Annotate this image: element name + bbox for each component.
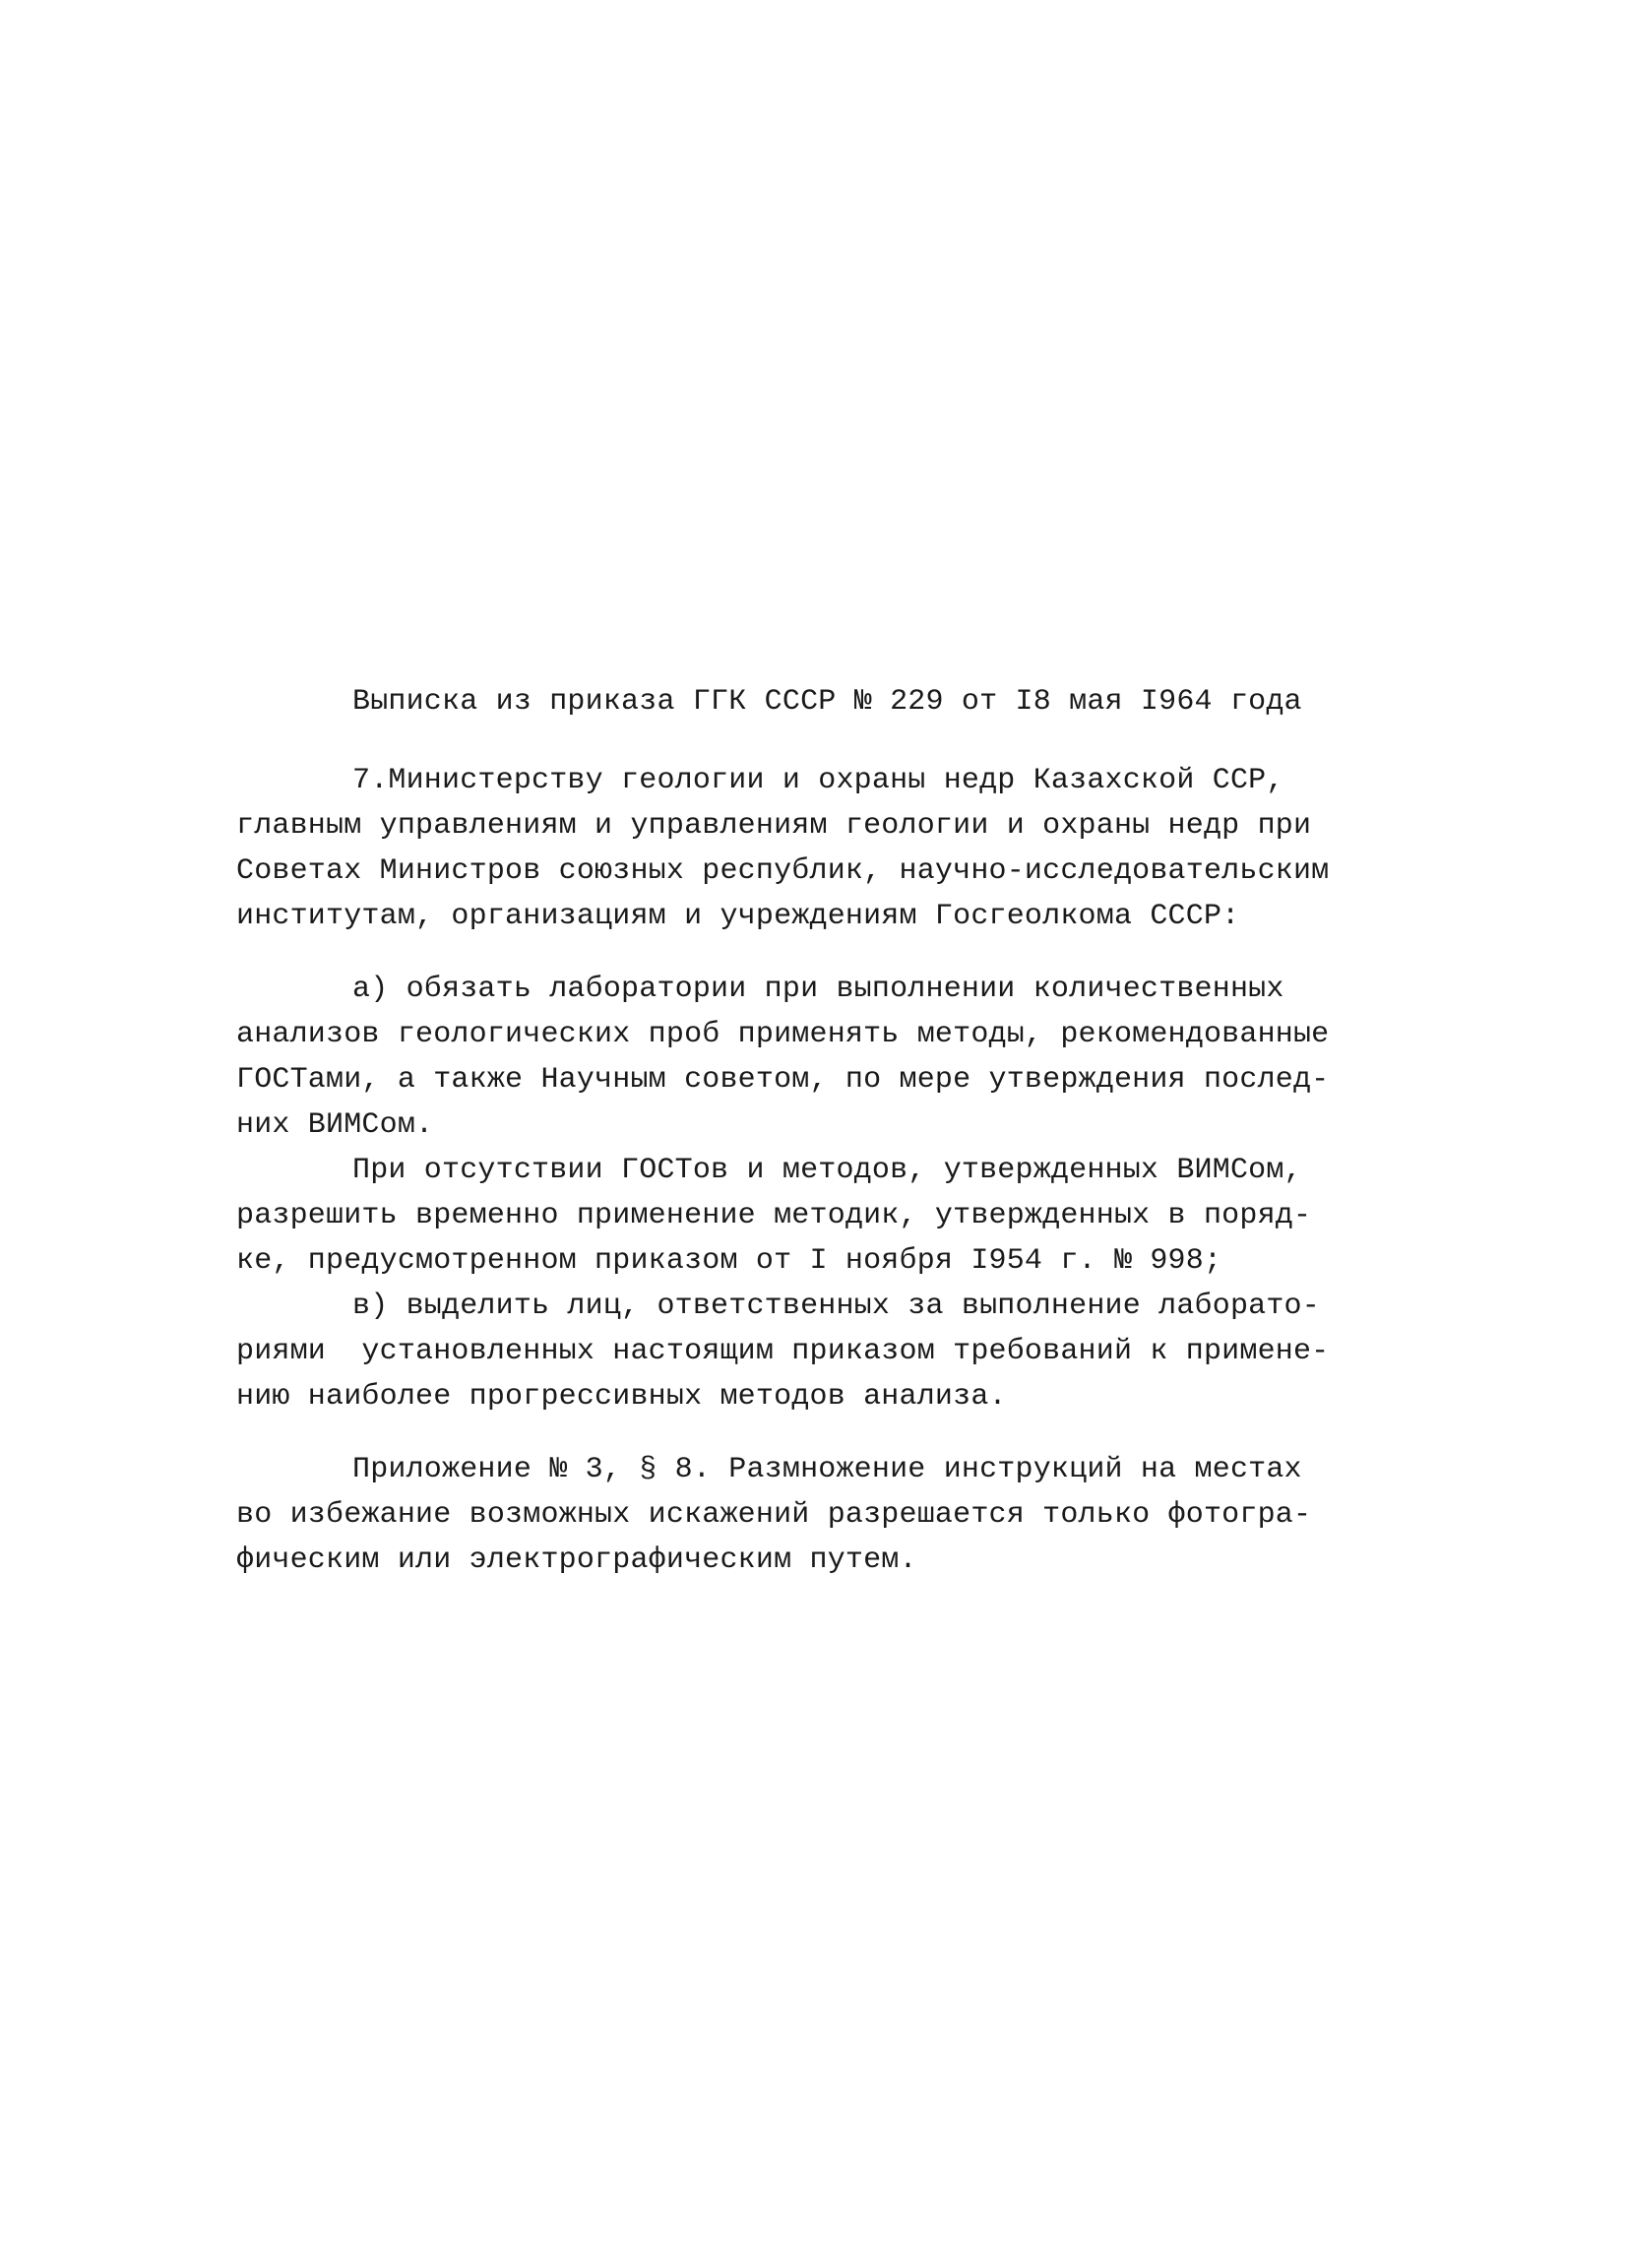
paragraph-appendix — [236, 1447, 1417, 1583]
paragraph-item-a — [236, 967, 1417, 1148]
paragraph-line: 7.Министерству геологии и охраны недр Казахской ССР, — [352, 764, 1284, 797]
paragraph-line: ке, предусмотренном приказом от I ноября I954 г. № 998; — [236, 1244, 1222, 1278]
paragraph-line: риями установленных настоящим приказом требований к примене- — [236, 1335, 1330, 1368]
paragraph-item-v — [236, 1284, 1417, 1419]
paragraph-line: Приложение № 3, § 8. Размножение инструкций на местах — [352, 1453, 1302, 1486]
paragraph-absence-of-gost — [236, 1148, 1417, 1284]
paragraph-line: разрешить временно применение методик, утвержденных в поряд- — [236, 1199, 1312, 1232]
paragraph-gap — [236, 939, 1417, 967]
paragraph-line: а) обязать лаборатории при выполнении количественных — [352, 973, 1284, 1006]
paragraph-line: нию наиболее прогрессивных методов анализа. — [236, 1380, 1007, 1414]
paragraph-line: Советах Министров союзных республик, научно-исследовательским — [236, 854, 1330, 888]
paragraph-line: анализов геологических проб применять методы, рекомендованные — [236, 1018, 1330, 1051]
paragraph-line: во избежание возможных искажений разрешается только фотогра- — [236, 1498, 1312, 1532]
paragraph-line: в) выделить лиц, ответственных за выполнение лаборато- — [352, 1290, 1320, 1323]
paragraph-line: институтам, организациям и учреждениям Госгеолкома СССР: — [236, 900, 1240, 933]
paragraph-line: фическим или электрографическим путем. — [236, 1544, 917, 1577]
paragraph-ministries — [236, 758, 1417, 939]
paragraph-line: них ВИМСом. — [236, 1108, 434, 1142]
paragraph-line: ГОСТами, а также Научным советом, по мере утверждения послед- — [236, 1063, 1330, 1097]
paragraph-line: главным управлениям и управлениям геологии и охраны недр при — [236, 809, 1312, 843]
paragraph-line: При отсутствии ГОСТов и методов, утвержденных ВИМСом, — [352, 1154, 1302, 1187]
document-title: Выписка из приказа ГГК СССР № 229 от I8 мая I964 года — [352, 685, 1302, 719]
paragraph-gap — [236, 1419, 1417, 1447]
document-body — [236, 679, 1417, 1583]
